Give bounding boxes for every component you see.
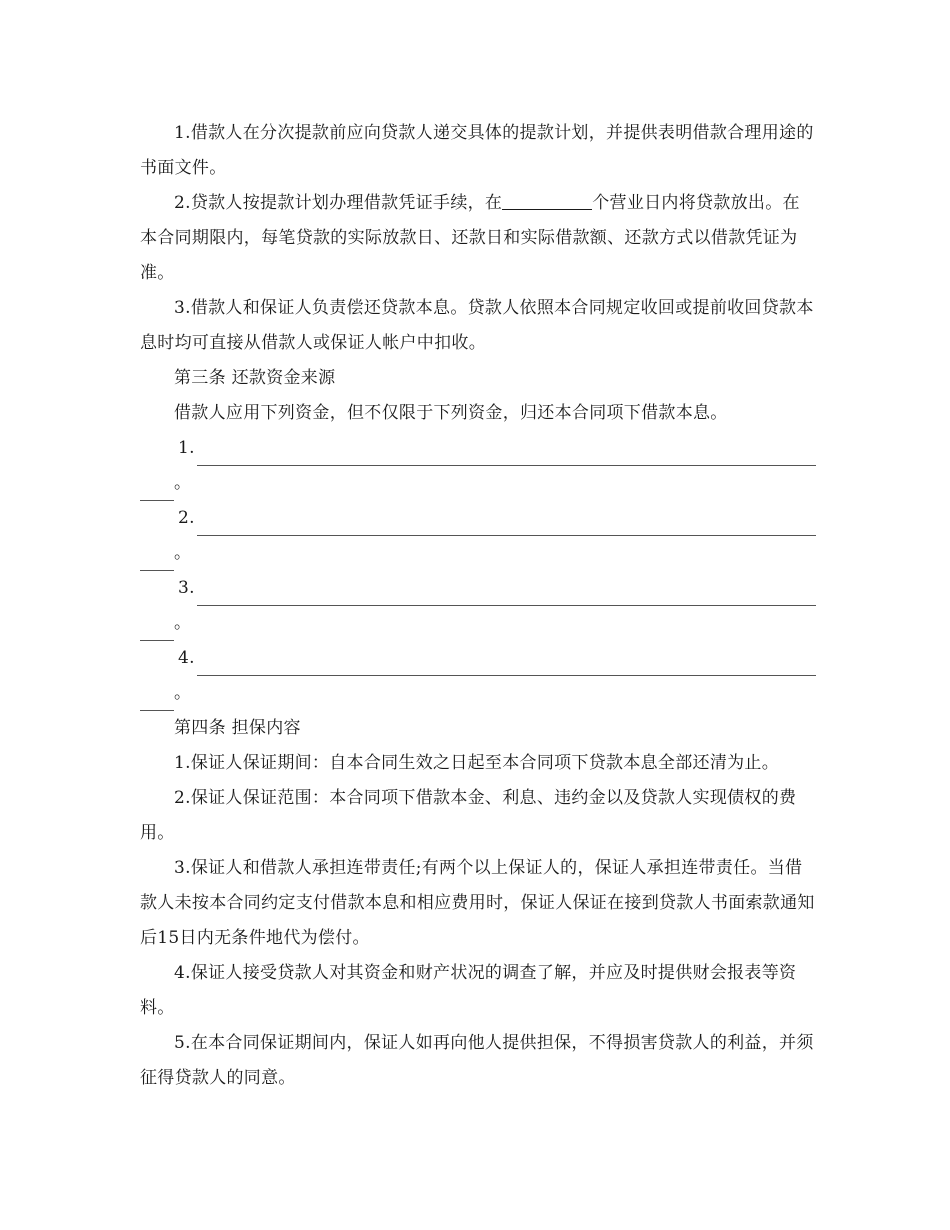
item-end-mark: 。 [174,683,192,703]
fill-in-blank-line[interactable] [197,511,816,536]
fill-in-blank-line-continuation[interactable] [140,618,174,641]
item-end-mark: 。 [174,543,192,563]
item-number: 3. [178,578,195,598]
article-heading: 第四条 担保内容 [174,718,301,738]
days-blank-field[interactable] [502,187,592,210]
fill-in-blank-line[interactable] [197,441,816,466]
item-number: 2. [178,508,195,528]
repayment-source-item [140,501,816,571]
fill-in-blank-line-continuation[interactable] [140,688,174,711]
document-body [140,116,816,1096]
guarantee-clause: 3.保证人和借款人承担连带责任;有两个以上保证人的，保证人承担连带责任。当借款人未按本合同约定支付借款本息和相应费用时，保证人保证在接到贷款人书面索款通知后15日内无条件地代为偿付。 [140,858,815,948]
item-end-mark: 。 [174,473,192,493]
fill-in-blank-line-continuation[interactable] [140,478,174,501]
repayment-source-item [140,641,816,711]
item-end-mark: 。 [174,613,192,633]
repayment-source-item [140,431,816,501]
item-number: 4. [178,648,195,668]
guarantee-clause: 2.保证人保证范围：本合同项下借款本金、利息、违约金以及贷款人实现债权的费用。 [140,788,797,843]
clause-paragraph: 1.借款人在分次提款前应向贷款人递交具体的提款计划，并提供表明借款合理用途的书面文件。 [140,123,814,178]
clause-paragraph: 3.借款人和保证人负责偿还贷款本息。贷款人依照本合同规定收回或提前收回贷款本息时均可直接从借款人或保证人帐户中扣收。 [140,298,814,353]
item-number: 1. [178,438,195,458]
fill-in-blank-line[interactable] [197,581,816,606]
repayment-source-item [140,571,816,641]
guarantee-clause: 4.保证人接受贷款人对其资金和财产状况的调查了解，并应及时提供财会报表等资料。 [140,963,797,1018]
clause-text-before-blank: 2.贷款人按提款计划办理借款凭证手续，在 [174,193,503,213]
guarantee-clause: 1.保证人保证期间：自本合同生效之日起至本合同项下贷款本息全部还清为止。 [174,753,780,773]
guarantee-clause: 5.在本合同保证期间内，保证人如再向他人提供担保，不得损害贷款人的利益，并须征得贷款人的同意。 [140,1033,814,1088]
fill-in-blank-line-continuation[interactable] [140,548,174,571]
fill-in-blank-line[interactable] [197,651,816,676]
clause-paragraph-with-blank [140,186,816,291]
article-intro: 借款人应用下列资金，但不仅限于下列资金，归还本合同项下借款本息。 [174,403,728,423]
clause-text-after-blank: 个营业日内将贷款放出。在本合同期限内，每笔贷款的实际放款日、还款日和实际借款额、还款方式以借款凭证为准。 [140,193,800,283]
article-heading: 第三条 还款资金来源 [174,368,336,388]
